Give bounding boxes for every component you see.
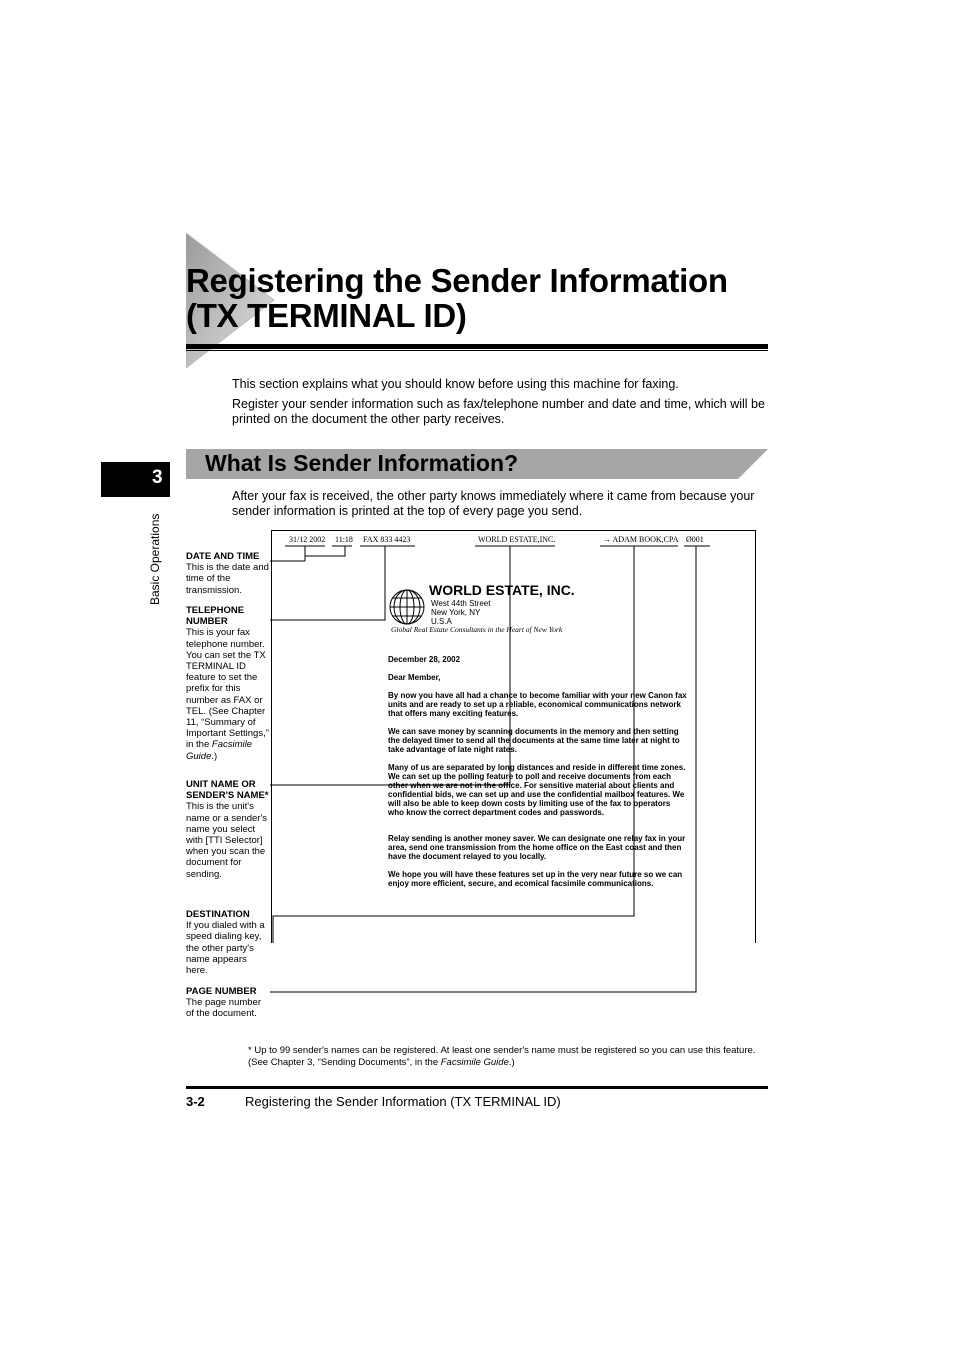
letter-paragraph: By now you have all had a chance to become familiar with your new Canon fax units and are ready to set up a reliable, economical communications network that offers many exciting features. (388, 691, 687, 718)
letterhead-company: WORLD ESTATE, INC. (429, 582, 575, 598)
callout-text: This is the unit's name or a sender's name you select with [TTI Selector] when you scan the document for sending. (186, 801, 268, 880)
callout-text-tail: .) (211, 750, 218, 762)
callout-unit-name (186, 779, 270, 880)
intro-paragraph-1: This section explains what you should know before using this machine for faxing. (232, 377, 679, 391)
footer-page-number: 3-2 (186, 1094, 205, 1109)
fax-header-time: 11:18 (335, 535, 353, 544)
callout-telephone-number (186, 605, 270, 762)
page-title-line-1: Registering the Sender Information (186, 262, 728, 299)
chapter-label-text: Basic Operations (148, 513, 162, 605)
fax-header-destination: → ADAM BOOK,CPA (603, 535, 679, 544)
callout-text: This is the date and time of the transmission. (186, 562, 269, 596)
letter-greeting: Dear Member, (388, 673, 441, 682)
callout-date-and-time (186, 551, 270, 596)
fax-header-date: 31/12 2002 (289, 535, 326, 544)
callout-title: DATE AND TIME (186, 551, 260, 562)
fax-header-unit-name: WORLD ESTATE,INC. (478, 535, 556, 544)
chapter-label (146, 505, 166, 615)
title-rule-thin (186, 350, 768, 351)
chapter-number: 3 (152, 467, 163, 488)
callout-title: TELEPHONE NUMBER (186, 605, 245, 628)
callout-text: If you dialed with a speed dialing key, the other party's name appears here. (186, 920, 265, 977)
callout-title: DESTINATION (186, 909, 250, 920)
footnote (248, 1045, 768, 1068)
callout-title: UNIT NAME OR SENDER'S NAME* (186, 779, 269, 802)
footnote-tail: .) (508, 1056, 515, 1068)
letterhead-address-line: U.S.A (431, 617, 452, 626)
page-title-line-2: (TX TERMINAL ID) (186, 297, 467, 334)
letter-paragraph: Relay sending is another money saver. We can designate one relay fax in your area, send one transmission from the home office on the East coast and then have the document relayed to you locally. (388, 834, 686, 861)
callout-title: PAGE NUMBER (186, 986, 257, 997)
letter-paragraph: We can save money by scanning documents in the memory and then setting the delayed timer to send all the documents at the same time later at night to take advantage of late night rates. (388, 727, 680, 754)
footnote-mark: * (248, 1045, 252, 1056)
callout-destination (186, 909, 270, 976)
footnote-text: Up to 99 sender's names can be registered. At least one sender's name must be registered so you can use this feature. (See Chapter 3, “Sending Documents”, in the (248, 1045, 756, 1068)
section-description: After your fax is received, the other party knows immediately where it came from because your sender information is printed at the top of every page you send. (232, 489, 755, 518)
letter-paragraph: Many of us are separated by long distances and reside in different time zones. We can set up the polling feature to poll and receive documents from each other when we are not in the office. For sensitive material about clients and confidential bids, we can set up and use the confidential mailbox features. We will also be able to keep down costs by limiting use of the fax to operators who know the correct department codes and passwords. (388, 763, 686, 817)
letter-paragraph: We hope you will have these features set up in the very near future so we can enjoy more efficient, secure, and ecomical facsimile communications. (388, 870, 683, 888)
callout-page-number (186, 986, 270, 1020)
letterhead-address-line: West 44th Street (431, 599, 491, 608)
page-title (186, 263, 728, 333)
title-rule (186, 344, 768, 349)
callout-text-italic: Facsimile Guide (186, 739, 253, 762)
footer-rule (186, 1086, 768, 1089)
intro-paragraph-2: Register your sender information such as fax/telephone number and date and time, which will be printed on the document the other party receives. (232, 397, 765, 426)
letterhead-tagline: Global Real Estate Consultants in the Heart of New York (391, 625, 563, 634)
section-title: What Is Sender Information? (205, 450, 519, 476)
letter-date: December 28, 2002 (388, 655, 461, 664)
globe-logo-icon (388, 588, 426, 626)
letterhead-address (431, 599, 490, 626)
fax-header-page-number: Ø001 (686, 535, 704, 544)
footnote-italic: Facsimile Guide (440, 1056, 509, 1068)
callout-text: This is your fax telephone number. You can set the TX TERMINAL ID feature to set the prefix for this number as FAX or TEL. (See Chapter 11, “Summary of Important Settings,” in the (186, 627, 269, 751)
fax-header-fax-number: FAX 833 4423 (363, 535, 411, 544)
letterhead-address-line: New York, NY (431, 608, 481, 617)
footer-title: Registering the Sender Information (TX TERMINAL ID) (245, 1094, 561, 1109)
callout-text: The page number of the document. (186, 997, 261, 1020)
